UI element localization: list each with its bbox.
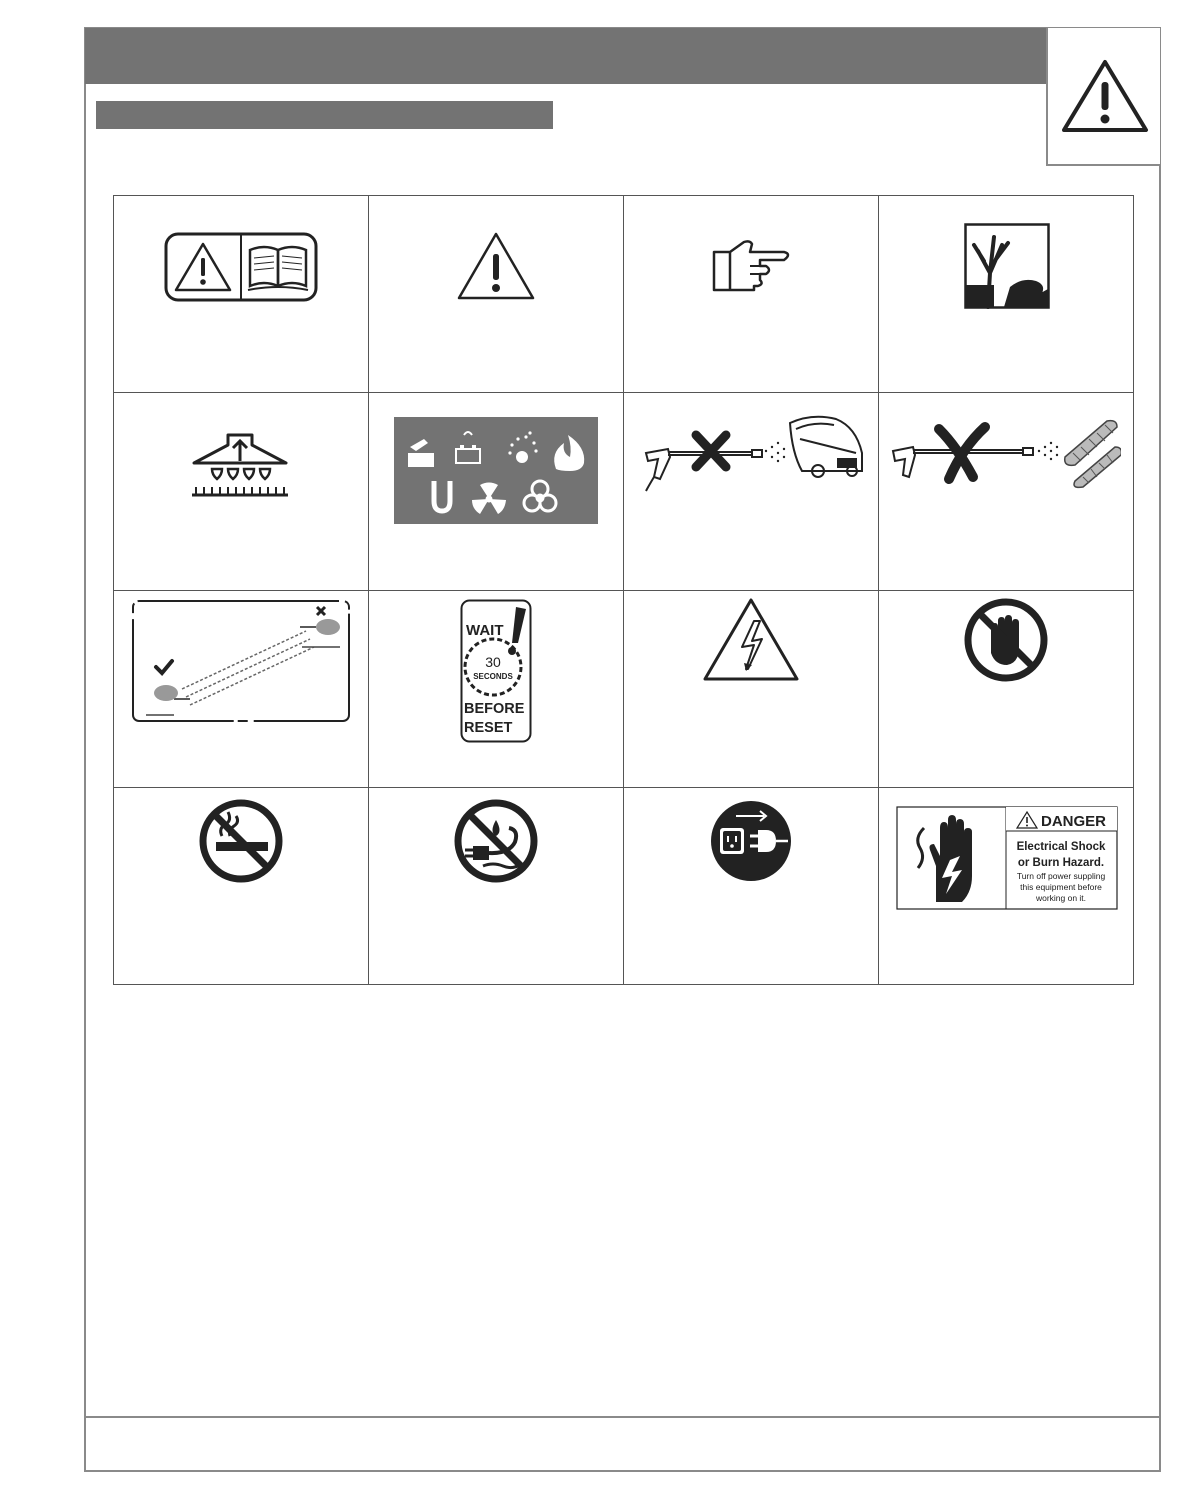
general-warning-symbol — [369, 196, 624, 393]
wait-before-reset-symbol — [369, 591, 624, 788]
danger-body-2: this equipment before — [1020, 881, 1102, 892]
read-manual-symbol — [114, 196, 369, 393]
no-hand-icon — [963, 597, 1049, 683]
symbols-grid — [113, 195, 1134, 985]
seconds-number: 30 — [485, 653, 501, 670]
read-manual-icon — [164, 232, 318, 302]
electrical-hazard-symbol — [624, 591, 879, 788]
unplug-icon — [710, 800, 792, 882]
ramp-icon — [130, 597, 352, 725]
environmental-hazard-icon — [964, 223, 1050, 309]
danger-heading-2: or Burn Hazard. — [1017, 856, 1105, 869]
pointing-hand-symbol — [624, 196, 879, 393]
brush-roller-icon — [1065, 421, 1121, 488]
lightning-warning-icon — [702, 597, 800, 683]
do-not-touch-symbol — [879, 591, 1134, 788]
subheader-bar — [96, 101, 553, 129]
corner-warning-box — [1046, 28, 1160, 166]
extractor-hood-icon — [190, 433, 290, 501]
danger-body-1: Turn off power suppling — [1016, 870, 1106, 881]
reset-text: RESET — [464, 719, 513, 736]
ventilation-symbol — [114, 393, 369, 590]
wait-text: WAIT — [466, 621, 504, 639]
no-smoking-symbol — [114, 788, 369, 985]
no-water-electrical-symbol — [369, 788, 624, 985]
cross-icon — [317, 607, 325, 615]
ramp-direction-symbol — [114, 591, 369, 788]
hazardous-substances-symbol — [369, 393, 624, 590]
no-pressure-wash-machine-icon — [642, 413, 864, 493]
unplug-symbol — [624, 788, 879, 985]
danger-label-symbol — [879, 788, 1134, 985]
environmental-hazard-symbol — [879, 196, 1134, 393]
seconds-label: SECONDS — [473, 671, 513, 681]
pointing-hand-icon — [710, 238, 794, 294]
no-pressure-wash-machine-symbol — [624, 393, 879, 590]
hazardous-substances-icon — [394, 417, 598, 524]
no-pressure-wash-brushes-icon — [891, 417, 1121, 489]
no-water-plug-icon — [453, 798, 539, 884]
danger-body-3: working on it. — [1035, 892, 1087, 903]
warning-icon — [1060, 58, 1150, 134]
warning-icon — [455, 230, 537, 302]
no-pressure-wash-brushes-symbol — [879, 393, 1134, 590]
before-text: BEFORE — [464, 700, 525, 717]
danger-heading-1: Electrical Shock — [1016, 840, 1106, 853]
wait-before-reset-icon — [460, 599, 532, 743]
no-smoking-icon — [198, 798, 284, 884]
scrubber-machine-icon — [790, 417, 862, 477]
danger-label-icon — [896, 806, 1118, 910]
check-icon — [156, 661, 172, 673]
danger-title: DANGER — [1041, 812, 1107, 830]
header-bar — [85, 28, 1047, 84]
footer-divider — [85, 1416, 1160, 1418]
